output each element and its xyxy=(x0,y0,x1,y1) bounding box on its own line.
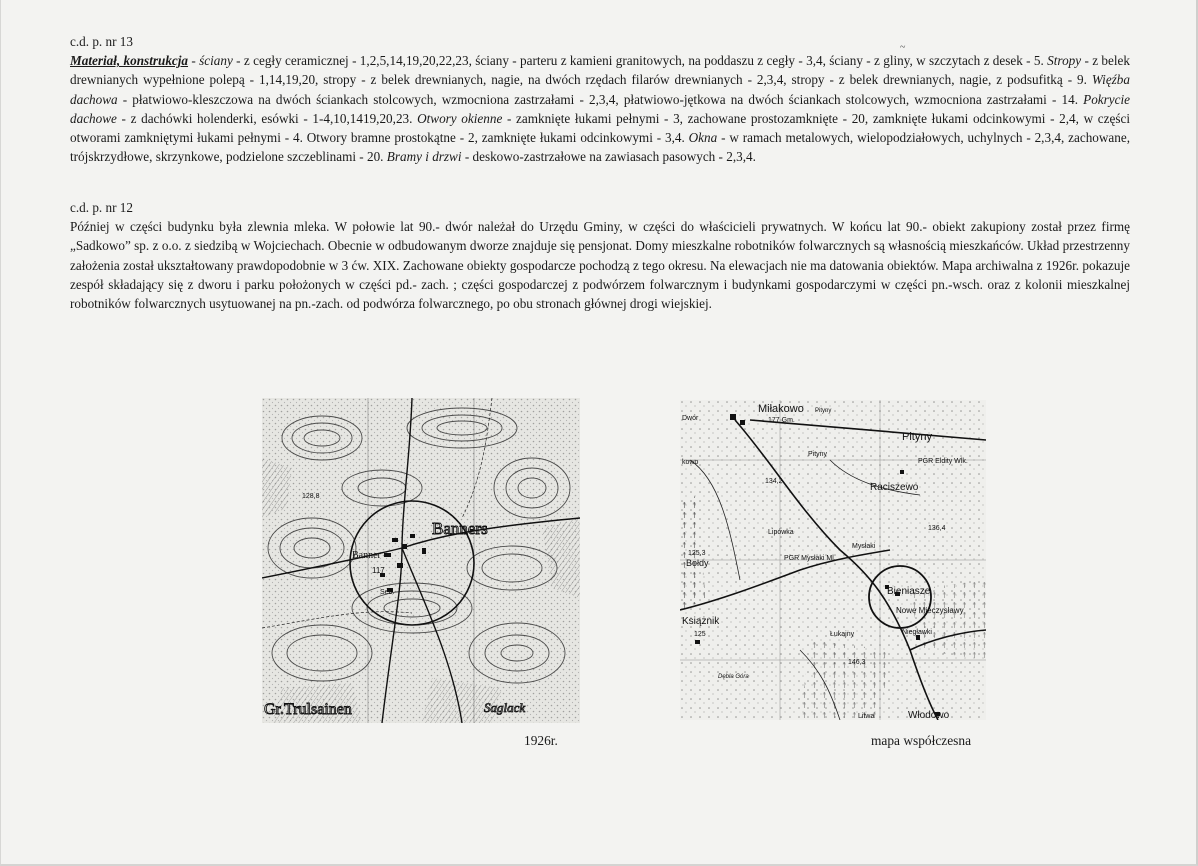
map-label: kowo xyxy=(682,459,699,466)
section-ref: c.d. p. nr 12 xyxy=(70,200,133,215)
map-label: 136,4 xyxy=(928,525,946,532)
map-label: Nowe Mieczysławy xyxy=(896,606,964,615)
map-label: 125,3 xyxy=(688,550,706,557)
map-label: PGR Mysłaki Ml. xyxy=(784,555,836,562)
contemporary-map-image xyxy=(680,400,986,720)
map-label: Saglack xyxy=(484,700,526,715)
italic-term: Okna xyxy=(688,130,718,146)
map-label: Dębla Góra xyxy=(718,674,749,680)
section-ref: c.d. p. nr 13 xyxy=(70,34,133,49)
map-label: Lipówka xyxy=(768,529,794,536)
map-label: Bołdy xyxy=(686,558,709,568)
map-label: Pityny xyxy=(815,408,832,414)
caption-archival-map: 1926r. xyxy=(524,733,558,748)
map-label: Seb. xyxy=(380,589,395,596)
section-heading: Materiał, konstrukcja xyxy=(70,53,189,69)
section-history xyxy=(70,198,1130,313)
map-label: Litwa xyxy=(858,713,875,720)
map-label: 177 Gm. xyxy=(768,417,795,424)
italic-term: Więźba dachowa xyxy=(70,72,1130,107)
map-label: Miłakowo xyxy=(758,403,804,415)
section-material-construction xyxy=(70,32,1130,166)
text-run: - deskowo-zastrzałowe na zawiasach pasowych - 2,3,4. xyxy=(461,149,756,165)
map-label: PGR Eldity Wlk. xyxy=(918,458,968,465)
scan-mark: ~ xyxy=(900,42,906,53)
text-run: - z belek drewnianych wypełnione polepą - 1,14,19,20, stropy - z belek drewnianych, nagie, na dwóch rzędach filarów drewnianych - 2,3,4, stropy - z belek drewnianych, nagie, z podsufitką - 9. xyxy=(70,53,1130,88)
text-run: - z dachówki holenderki, esówki - 1-4,10,1419,20,23. xyxy=(116,110,418,126)
text-run: - xyxy=(188,53,200,69)
section-body: Później w części budynku była zlewnia mleka. W połowie lat 90.- dwór należał do Urzędu Gminy, w części do właścicieli prywatnych. W końcu lat 90.- obiekt zakupiony został przez firmę „Sadkowo” sp. z o.o. z siedzibą w Wojciechach. Obecnie w odbudowanym dworze znajduje się pensjonat. Domy mieszkalne robotników folwarcznych są własnością mieszkańców. Układ przestrzenny założenia został ukształtowany prawdopodobnie w 3 ćw. XIX. Zachowane obiekty gospodarcze pochodzą z tego okresu. Na elewacjach nie ma datowania obiektów. Mapa archiwalna z 1926r. pokazuje zespół składający się z dworu i parku położonych w części pd.- zach. ; części gospodarczej z podwórzem folwarcznym i budynkami gospodarczymi w części pn.-wsch. oraz z kolonii mieszkalnej robotników folwarcznych usytuowanej na pn.-zach. od podwórza folwarcznego, po obu stronach głównej drogi wiejskiej. xyxy=(70,219,1130,312)
map-label: Włodowo xyxy=(908,710,950,720)
map-label: Książnik xyxy=(682,616,720,627)
map-label: 128,8 xyxy=(302,493,320,500)
map-label: Mysłaki xyxy=(852,543,876,550)
map-label: 134,2 xyxy=(765,478,783,485)
italic-term: Bramy i drzwi xyxy=(386,149,462,165)
map-label: 117 xyxy=(372,566,385,575)
map-label: Pityny xyxy=(808,451,828,458)
italic-term: ściany xyxy=(199,53,233,69)
italic-term: Pokrycie dachowe xyxy=(70,91,1130,126)
map-label: 125 xyxy=(694,631,706,638)
archival-map-image xyxy=(262,398,580,723)
map-label: Bieniasze xyxy=(887,586,931,597)
text-run: - zamknięte łukami pełnymi - 3, zachowane prostozamknięte - 20, zamknięte łukami odcinkowymi - 2,4, w części otworami zamkniętymi łukami pełnymi - 4. Otwory bramne prostokątne - 2, zamknięte łukami odcinkowymi - 3,4. xyxy=(70,110,1130,146)
text-run: - płatwiowo-kleszczowa na dwóch ściankach stolcowych, wzmocniona zastrzałami - 2,3,4, płatwiowo-jętkowa na dwóch ściankach stolcowych, wzmocniona zastrzałami - 14. xyxy=(117,91,1084,107)
map-label: Pityny xyxy=(902,431,932,443)
map-label: Banners xyxy=(432,519,488,538)
caption-contemporary-map: mapa współczesna xyxy=(871,733,972,748)
italic-term: Otwory okienne xyxy=(417,110,503,126)
section-body xyxy=(70,53,1130,164)
text-run: - w ramach metalowych, wielopodziałowych, uchylnych - 2,3,4, zachowane, trójskrzydłowe, skrzynkowe, podzielone szczeblinami - 20. xyxy=(70,130,1130,165)
italic-term: Stropy xyxy=(1047,53,1082,69)
text-run: - z cegły ceramicznej - 1,2,5,14,19,20,22,23, ściany - parteru z kamieni granitowych, na poddaszu z cegły - 3,4, ściany - z gliny, w szczytach z desek - 5. xyxy=(232,53,1048,69)
map-label: 146,3 xyxy=(848,659,866,666)
archival-map-1926 xyxy=(262,398,580,723)
map-label: Raciszewo xyxy=(870,482,919,493)
map-label: Gr.Trulsainen xyxy=(264,701,352,718)
map-label: Dwór xyxy=(682,415,699,422)
map-label: Łukajny xyxy=(830,631,855,638)
map-label: Banner xyxy=(352,550,381,561)
contemporary-map xyxy=(680,400,986,720)
map-label: Niegławki xyxy=(902,629,932,636)
